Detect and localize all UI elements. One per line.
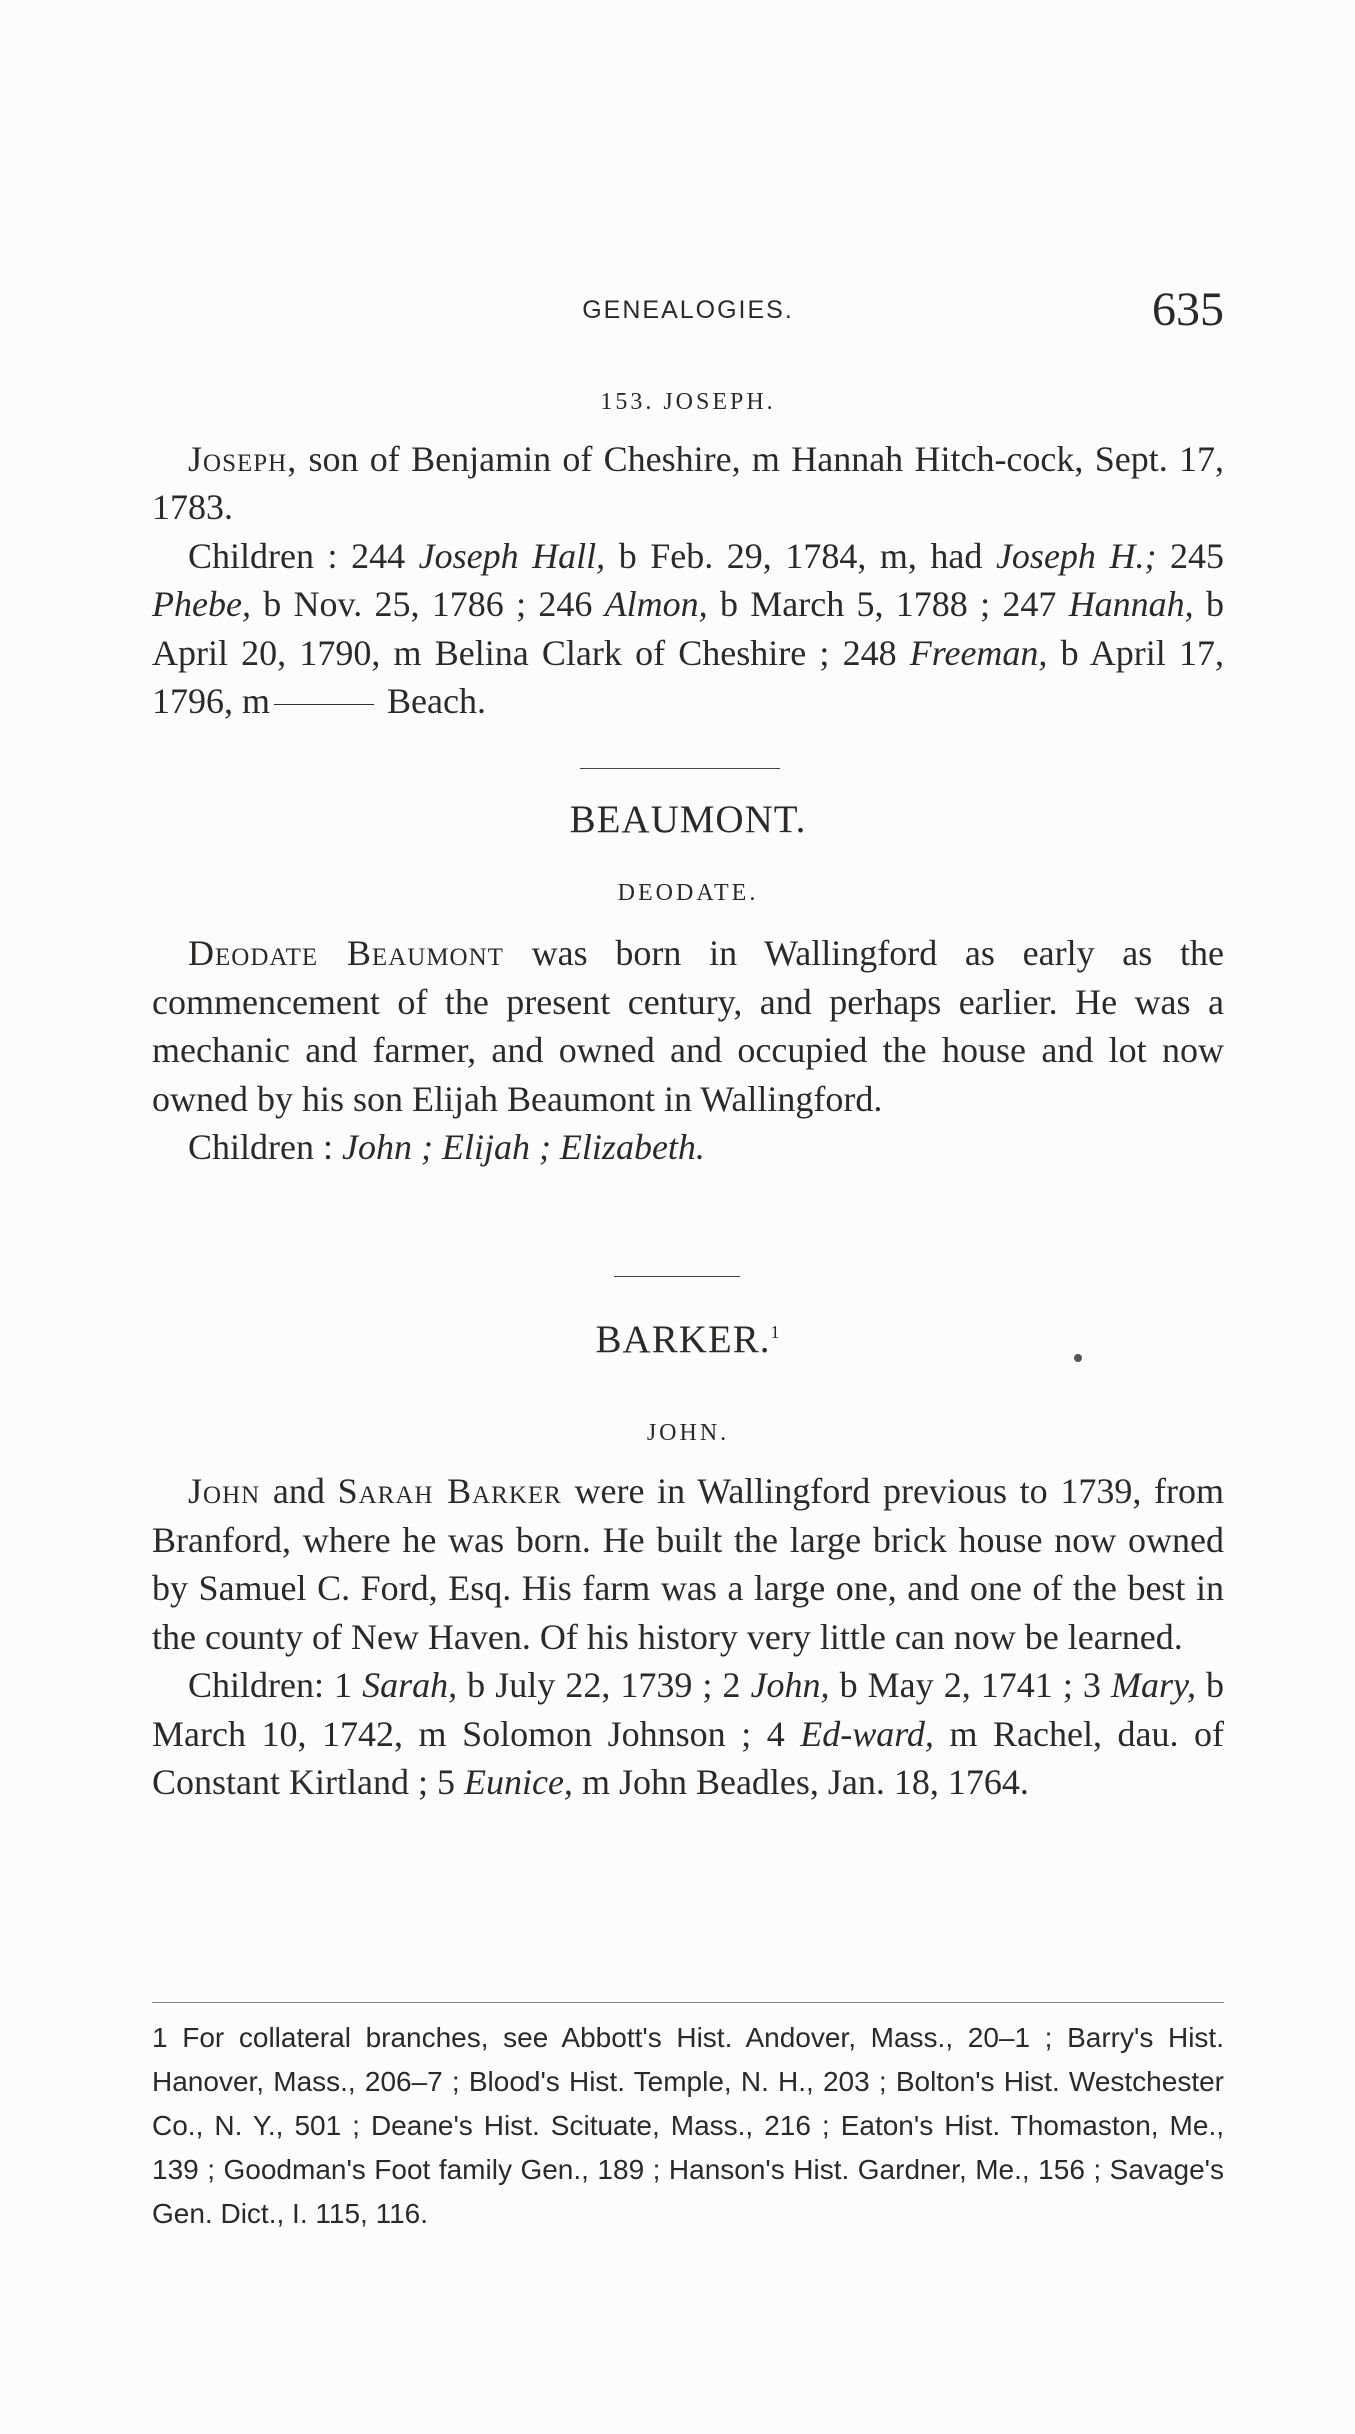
- child-name: Freeman,: [909, 632, 1048, 673]
- footnote: 1 For collateral branches, see Abbott's Hist. Andover, Mass., 20–1 ; Barry's Hist. Hanover, Mass., 206–7 ; Blood's Hist. Temple, N. H., 203 ; Bolton's Hist. Westchester Co., N. Y., 501 ; Deane's Hist. Scituate, Mass., 216 ; Eaton's Hist. Thomaston, Me., 139 ; Goodman's Foot family Gen., 189 ; Hanson's Hist. Gardner, Me., 156 ; Savage's Gen. Dict., I. 115, 116.: [152, 2022, 1224, 2229]
- child-detail: b July 22, 1739 ; 2: [457, 1665, 751, 1705]
- children-label: Children :: [188, 1127, 342, 1167]
- child-detail: b April 20, 1790, m Belina Clark of Cheshire ; 248: [152, 584, 1224, 673]
- section-divider: [614, 1276, 740, 1277]
- footnote-marker: 1: [770, 1322, 781, 1342]
- beaumont-section: [152, 796, 1224, 1172]
- barker-paragraph: [152, 1467, 1224, 1661]
- running-header: [152, 282, 1224, 338]
- barker-title-text: BARKER.: [595, 1318, 771, 1361]
- joseph-lead-name: Joseph,: [188, 438, 298, 479]
- children-label: Children:: [188, 1665, 335, 1705]
- blank-dash: [274, 704, 374, 705]
- child-detail: b May 2, 1741 ; 3: [829, 1665, 1111, 1705]
- child-number: 244: [351, 535, 419, 576]
- child-detail: b March 10, 1742, m Solomon Johnson ; 4: [152, 1665, 1225, 1754]
- child-name: Phebe,: [152, 584, 251, 624]
- barker-text: were in Wallingford previous to 1739, from Branford, where he was born. He built the large brick house now owned by Samuel C. Ford, Esq. His farm was a large one, and one of the best in the county of New Haven. Of his history very little can now be learned.: [152, 1471, 1225, 1657]
- barker-children: [152, 1661, 1224, 1807]
- child-detail: Beach.: [378, 681, 486, 721]
- child-detail: b April 17, 1796, m: [152, 632, 1224, 721]
- child-name: Ed-ward,: [800, 1713, 934, 1754]
- joseph-paragraph: [152, 435, 1224, 532]
- john-heading: JOHN.: [646, 1419, 730, 1446]
- joseph-text: son of Benjamin of Cheshire, m Hannah Hitch-cock, Sept. 17, 1783.: [152, 438, 1224, 527]
- child-name: Eunice,: [463, 1762, 573, 1802]
- joseph-heading: 153. JOSEPH.: [600, 389, 776, 415]
- running-title: GENEALOGIES.: [582, 296, 794, 324]
- children-label: Children :: [188, 535, 352, 576]
- barker-title: [152, 1308, 1224, 1365]
- child-detail: m John Beadles, Jan. 18, 1764.: [572, 1762, 1029, 1802]
- child-detail: b Feb. 29, 1784, m, had: [605, 535, 996, 576]
- barker-lead-name-2: Sarah Barker: [337, 1471, 562, 1511]
- joseph-children: [152, 532, 1224, 726]
- beaumont-text: was born in Wallingford as early as the commencement of the present century, and perhaps earlier. He was a mechanic and farmer, and owned and occupied the house and lot now owned by his son Elijah Beaumont in Wallingford.: [152, 933, 1225, 1119]
- child-name: Mary,: [1110, 1665, 1196, 1705]
- beaumont-title: BEAUMONT.: [569, 798, 807, 841]
- children-names: John ; Elijah ; Elizabeth.: [341, 1127, 705, 1167]
- child-name: Joseph Hall,: [418, 535, 606, 576]
- deodate-heading: DEODATE.: [617, 879, 759, 906]
- child-name: John,: [750, 1665, 830, 1705]
- child-detail: b Nov. 25, 1786 ; 246: [250, 584, 605, 624]
- section-divider: [580, 768, 780, 769]
- grandchild-name: Joseph H.;: [995, 535, 1157, 576]
- barker-lead-name: John: [188, 1471, 261, 1511]
- barker-section: [152, 1308, 1224, 1807]
- joseph-section: [152, 378, 1224, 726]
- beaumont-lead-name: Deodate Beaumont: [188, 933, 504, 973]
- child-name: Hannah,: [1068, 584, 1194, 624]
- footnote-rule: [152, 2002, 1224, 2003]
- child-number: 1: [334, 1665, 363, 1705]
- beaumont-children: [152, 1123, 1224, 1172]
- child-name: Almon,: [604, 584, 708, 624]
- child-detail: m Rachel, dau. of Constant Kirtland ; 5: [152, 1713, 1224, 1802]
- child-number: 245: [1156, 535, 1224, 576]
- child-name: Sarah,: [362, 1665, 458, 1705]
- page-number: 635: [1152, 283, 1224, 336]
- conjunction: and: [260, 1471, 338, 1511]
- print-speck: [1074, 1354, 1082, 1362]
- child-detail: b March 5, 1788 ; 247: [707, 584, 1069, 624]
- beaumont-paragraph: [152, 929, 1224, 1123]
